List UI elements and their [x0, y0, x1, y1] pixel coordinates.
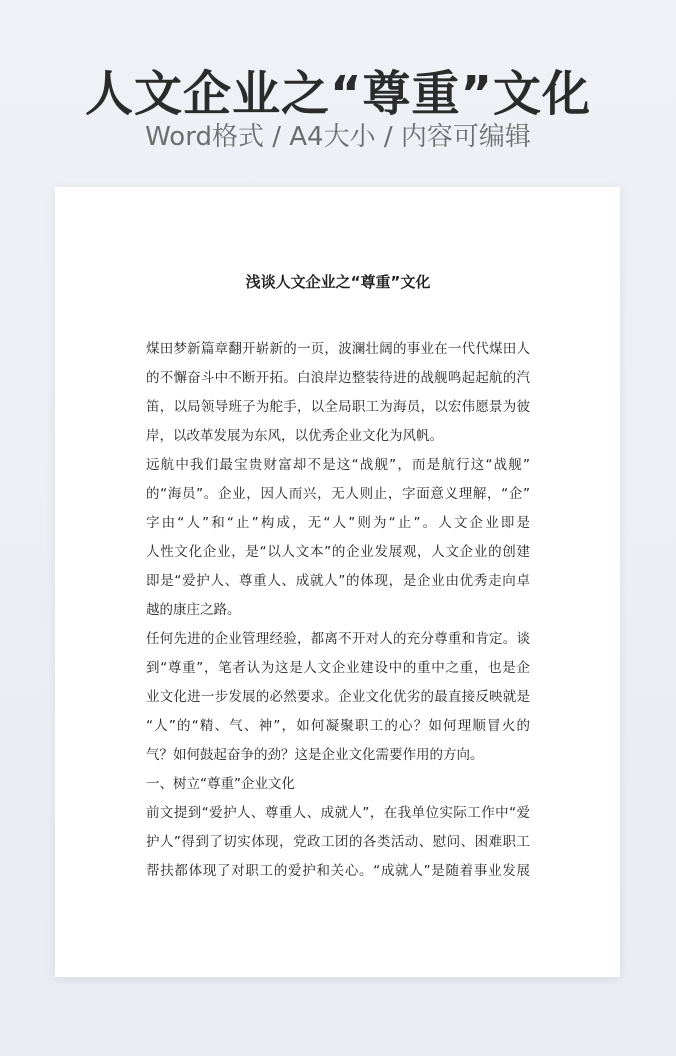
document-line: 笛，以局领导班子为舵手，以全局职工为海员，以宏伟愿景为彼	[146, 399, 530, 415]
document-line: 帮扶都体现了对职工的爱护和关心。“成就人”是随着事业发展	[146, 863, 530, 879]
document-line: 的“海员”。企业，因人而兴，无人则止，字面意义理解，“企”	[146, 486, 530, 502]
banner-title: 人文企业之“尊重”文化	[84, 66, 592, 122]
document-line: 前文提到“爱护人、尊重人、成就人”，在我单位实际工作中“爱	[146, 805, 530, 821]
banner-subtitle: Word格式 / A4大小 / 内容可编辑	[145, 122, 531, 152]
document-line: 护人”得到了切实体现，党政工团的各类活动、慰问、困难职工	[146, 834, 530, 850]
document-line: 岸，以改革发展为东风，以优秀企业文化为风帆。	[146, 428, 443, 444]
document-line: 任何先进的企业管理经验，都离不开对人的充分尊重和肯定。谈	[146, 631, 530, 647]
document-line: 煤田梦新篇章翻开崭新的一页，波澜壮阔的事业在一代代煤田人	[146, 341, 530, 357]
document-title: 浅谈人文企业之“尊重”文化	[245, 273, 431, 291]
document-body	[146, 335, 530, 886]
document-line: 远航中我们最宝贵财富却不是这“战舰”，而是航行这“战舰”	[146, 457, 530, 473]
document-line: 气？如何鼓起奋争的劲？这是企业文化需要作用的方向。	[146, 747, 484, 763]
document-line: 人性文化企业，是“以人文本”的企业发展观，人文企业的创建	[146, 544, 530, 560]
document-line: 即是“爱护人、尊重人、成就人”的体现，是企业由优秀走向卓	[146, 573, 530, 589]
document-line: 的不懈奋斗中不断开拓。白浪岸边整装待进的战舰鸣起起航的汽	[146, 370, 530, 386]
section-heading: 一、树立“尊重”企业文化	[146, 776, 295, 792]
document-line: 到“尊重”，笔者认为这是人文企业建设中的重中之重，也是企	[146, 660, 530, 676]
document-line: 字由“人”和“止”构成，无“人”则为“止”。人文企业即是	[146, 515, 530, 531]
document-line: “人”的“精、气、神”，如何凝聚职工的心？如何理顺冒火的	[146, 718, 530, 734]
document-line: 越的康庄之路。	[146, 602, 241, 618]
document-line: 业文化进一步发展的必然要求。企业文化优劣的最直接反映就是	[146, 689, 530, 705]
